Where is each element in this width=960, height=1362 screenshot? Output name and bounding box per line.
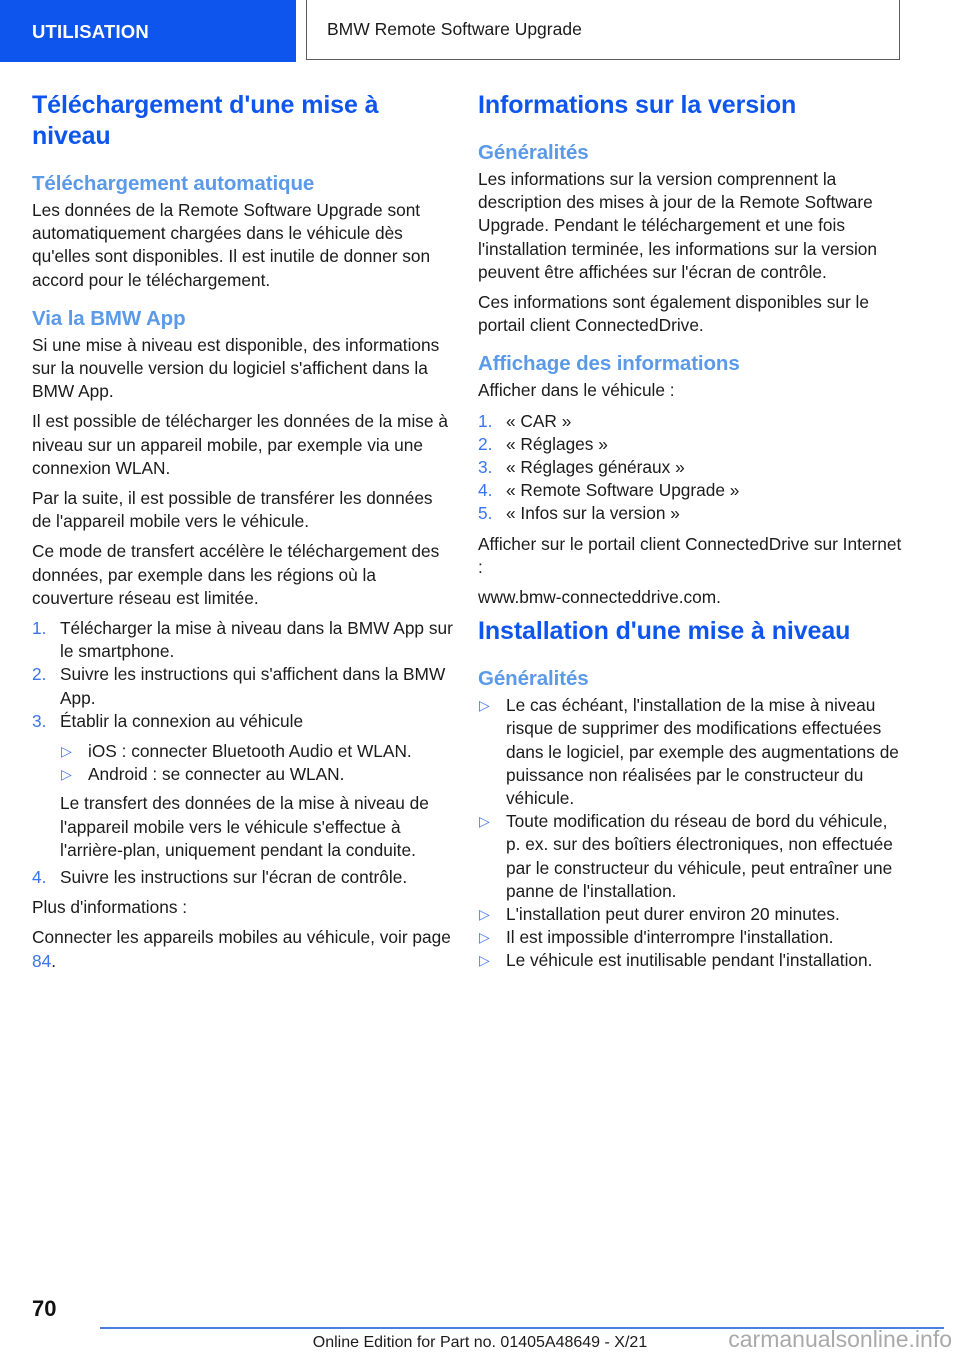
list-item-text: Android : se connecter au WLAN. — [88, 764, 345, 785]
list-item — [60, 763, 456, 786]
list-marker: 2. — [32, 664, 47, 685]
paragraph-portail-outro: Afficher sur le portail client ConnectedDrive sur Internet : — [478, 533, 902, 577]
list-item-text: « Réglages » — [506, 433, 608, 454]
list-marker: 5. — [478, 503, 493, 524]
subheading-generalites-2: Généralités — [478, 667, 589, 691]
list-marker: 3. — [32, 710, 47, 731]
subheading-via-bmw-app: Via la BMW App — [32, 306, 186, 330]
list-item — [478, 410, 902, 433]
cross-reference-prefix: Connecter les appareils mobiles au véhicule, voir page — [32, 927, 451, 948]
section-heading-informations-version: Informations sur la version — [478, 91, 797, 119]
paragraph-bmw-app-3: Par la suite, il est possible de transférer les données de l'appareil mobile vers le véhicule. — [32, 488, 433, 532]
right-column — [478, 90, 902, 979]
paragraph-generalites-2: Ces informations sont également disponibles sur le portail client ConnectedDrive. — [478, 292, 869, 336]
list-item-text: Le véhicule est inutilisable pendant l'installation. — [506, 950, 873, 971]
affichage-steps-list — [478, 410, 902, 526]
list-item-text: Le cas échéant, l'installation de la mise à niveau risque de supprimer des modifications effectuées dans le logiciel, par exemple des augmentations de puissance non réalisées par le constructeur du véhicule. — [506, 695, 899, 809]
list-item-text: Établir la connexion au véhicule — [60, 710, 304, 731]
paragraph-bmw-app-2: Il est possible de télécharger les données de la mise à niveau sur un appareil mobile, par exemple via une connexion WLAN. — [32, 411, 448, 478]
list-marker: 3. — [478, 457, 493, 478]
footer-edition-text: Online Edition for Part no. 01405A48649 - X/21 — [312, 1334, 648, 1351]
list-item — [478, 433, 902, 456]
cross-reference-page-link[interactable]: 84 — [32, 950, 52, 971]
list-item-text: « Réglages généraux » — [506, 457, 685, 478]
triangle-bullet-icon: ▷ — [479, 813, 490, 830]
paragraph-bmw-app-4: Ce mode de transfert accélère le téléchargement des données, par exemple dans les régions où la couverture réseau est limitée. — [32, 541, 440, 608]
running-head-box — [306, 0, 900, 60]
paragraph-generalites-1: Les informations sur la version comprennent la description des mises à jour de la Remote Software Upgrade. Pendant le téléchargement et une fois l'installation terminée, les informations sur la version peuvent être affichées sur l'écran de contrôle. — [478, 169, 878, 282]
section-heading-telechargement: Téléchargement d'une mise à niveau — [32, 91, 379, 150]
list-item — [478, 456, 902, 479]
subheading-telechargement-automatique: Téléchargement automatique — [32, 172, 315, 195]
step3-note: Le transfert des données de la mise à niveau de l'appareil mobile vers le véhicule s'effectue à l'arrière-plan, uniquement pendant la conduite. — [60, 793, 429, 860]
chapter-tab-label: UTILISATION — [32, 21, 149, 42]
step3-substeps-list — [60, 740, 456, 786]
connecteddrive-url[interactable]: www.bmw-connecteddrive.com. — [478, 587, 721, 608]
installation-bullets-list — [478, 694, 902, 972]
running-head-title: BMW Remote Software Upgrade — [327, 19, 582, 39]
cross-reference-line — [32, 926, 456, 972]
paragraph-telechargement-automatique: Les données de la Remote Software Upgrade sont automatiquement chargées dans le véhicule dès qu'elles sont disponibles. Il est inutile de donner son accord pour le téléchargement. — [32, 200, 431, 290]
list-item-text: « CAR » — [506, 410, 572, 431]
chapter-tab — [0, 0, 296, 62]
cross-reference-suffix: . — [51, 950, 57, 971]
list-marker: 1. — [32, 618, 47, 639]
list-item — [478, 694, 902, 810]
list-item-text: « Infos sur la version » — [506, 503, 680, 524]
list-item-text: L'installation peut durer environ 20 minutes. — [506, 904, 840, 925]
list-item-text: Suivre les instructions qui s'affichent dans la BMW App. — [60, 664, 446, 708]
subheading-generalites-1: Généralités — [478, 141, 589, 164]
list-item — [32, 663, 456, 709]
list-marker: 1. — [478, 410, 493, 431]
triangle-bullet-icon: ▷ — [61, 743, 72, 760]
list-item — [478, 479, 902, 502]
bmw-app-steps-list-continued — [32, 866, 456, 889]
list-item — [60, 740, 456, 763]
list-item — [478, 810, 902, 903]
list-marker: 4. — [32, 867, 47, 888]
triangle-bullet-icon: ▷ — [479, 952, 490, 969]
list-item-text: iOS : connecter Bluetooth Audio et WLAN. — [88, 741, 412, 762]
list-item — [478, 949, 902, 972]
list-item — [478, 926, 902, 949]
paragraph-bmw-app-1: Si une mise à niveau est disponible, des informations sur la nouvelle version du logiciel s'affichent dans la BMW App. — [32, 334, 440, 402]
page-number: 70 — [32, 1296, 57, 1321]
triangle-bullet-icon: ▷ — [479, 697, 490, 714]
bmw-app-steps-list — [32, 617, 456, 733]
list-item — [478, 502, 902, 525]
list-item-text: Télécharger la mise à niveau dans la BMW App sur le smartphone. — [60, 618, 453, 662]
list-item — [32, 617, 456, 663]
page-header — [0, 0, 960, 62]
list-item-text: « Remote Software Upgrade » — [506, 480, 740, 501]
list-marker: 4. — [478, 480, 493, 501]
list-marker: 2. — [478, 433, 493, 454]
list-item — [32, 710, 456, 733]
watermark-text: carmanualsonline.info — [728, 1326, 952, 1352]
left-column — [32, 90, 456, 980]
list-item-text: Il est impossible d'interrompre l'installation. — [506, 927, 834, 948]
list-item-text: Toute modification du réseau de bord du véhicule, p. ex. sur des boîtiers électroniques, non effectuée par le constructeur du véhicule, peut entraîner une panne de l'installation. — [506, 811, 893, 901]
triangle-bullet-icon: ▷ — [479, 929, 490, 946]
section-heading-installation: Installation d'une mise à niveau — [478, 617, 851, 646]
list-item-text: Suivre les instructions sur l'écran de contrôle. — [60, 867, 408, 888]
list-item — [32, 866, 456, 889]
paragraph-affichage-intro: Afficher dans le véhicule : — [478, 380, 675, 401]
list-item — [478, 903, 902, 926]
subheading-affichage-informations: Affichage des informations — [478, 352, 740, 376]
triangle-bullet-icon: ▷ — [61, 766, 72, 783]
triangle-bullet-icon: ▷ — [479, 906, 490, 923]
more-info-label: Plus d'informations : — [32, 897, 188, 918]
